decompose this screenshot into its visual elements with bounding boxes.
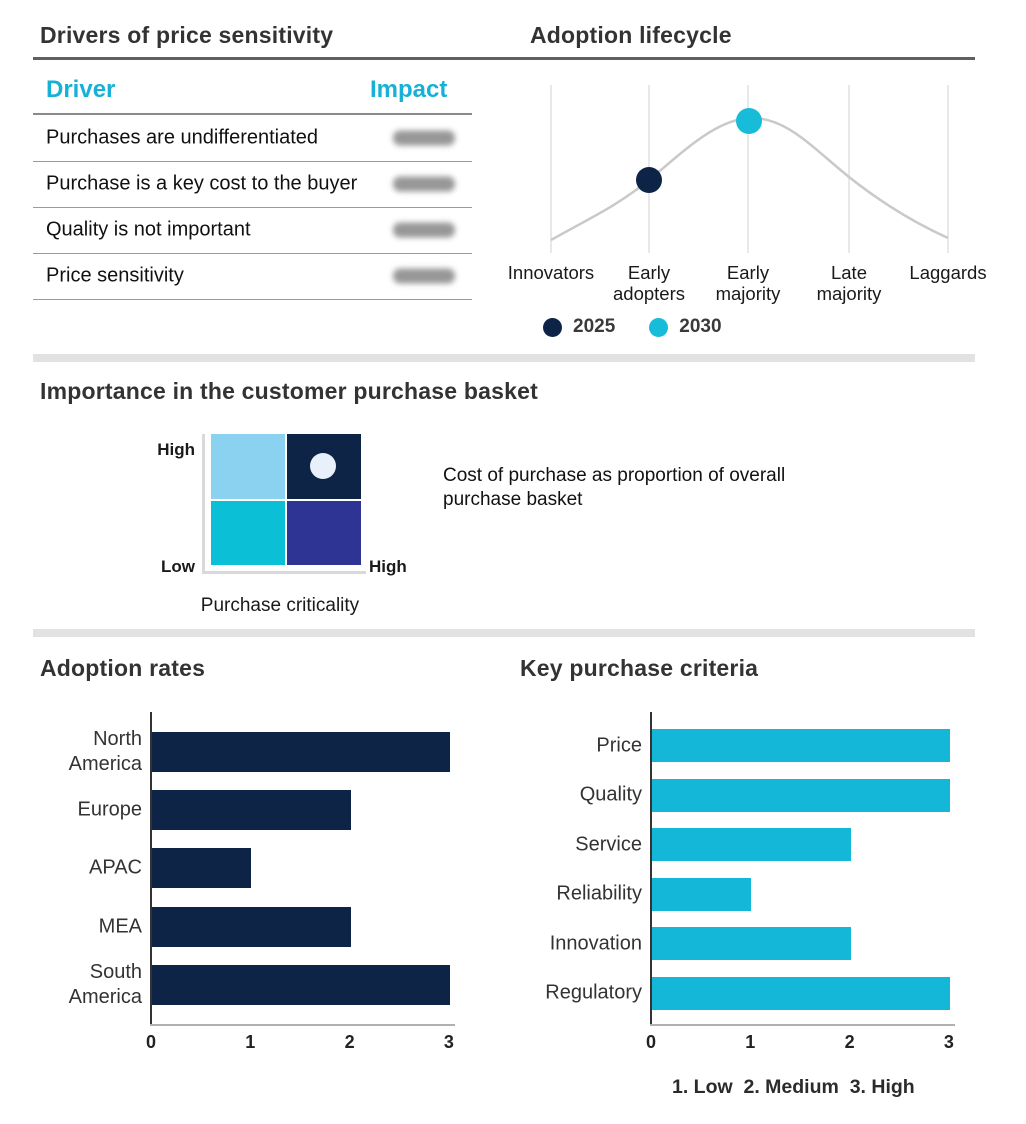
legend-dot-2030 [649, 318, 668, 337]
x-tick: 3 [443, 1032, 454, 1052]
category-label: Reliability [556, 882, 642, 905]
point-2025 [636, 167, 662, 193]
matrix-y-axis [202, 434, 205, 574]
basket-annotation: Cost of purchase as proportion of overall purchase basket [443, 465, 786, 510]
x-tick: 1 [245, 1032, 256, 1052]
table-row [33, 161, 472, 208]
bar-regulatory [652, 977, 950, 1010]
driver-cell: Price sensitivity [46, 264, 184, 287]
bar-reliability [652, 878, 751, 911]
table-row [33, 253, 472, 300]
point-2030 [736, 108, 762, 134]
legend-item-2025 [543, 316, 615, 338]
legend-label: 2030 [679, 316, 722, 337]
adoption-rates-labels [30, 712, 142, 1026]
bell-curve [551, 118, 948, 240]
lifecycle-legend [543, 316, 722, 338]
bar-mea [152, 907, 351, 947]
section-divider [33, 629, 975, 637]
lifecycle-category-label: Laggards [909, 262, 987, 283]
x-tick: 0 [645, 1032, 657, 1052]
matrix-label-high-x: High [369, 557, 407, 576]
bar-europe [152, 790, 351, 830]
category-label: Innovation [549, 932, 642, 954]
adoption-rates-bars [152, 712, 452, 1026]
category-label: Service [575, 833, 642, 855]
quadrant-bottom-left [211, 501, 285, 566]
legend-dot-2025 [543, 318, 562, 337]
table-header-driver: Driver [46, 76, 116, 103]
bar-price [652, 729, 950, 762]
lifecycle-category-label: Innovators [507, 262, 595, 283]
category-label: North America [68, 728, 142, 775]
category-label: Europe [77, 798, 142, 821]
category-label: Regulatory [545, 981, 642, 1004]
category-label: Quality [579, 783, 642, 806]
bar-service [652, 828, 851, 861]
category-label: APAC [89, 856, 142, 879]
matrix-label-low: Low [161, 557, 195, 576]
x-tick: 0 [145, 1032, 157, 1052]
category-label: South America [68, 960, 142, 1008]
adoption-rates-ticks [145, 1032, 456, 1054]
adoption-lifecycle-chart [505, 80, 1005, 258]
category-label: Price [596, 734, 642, 756]
category-label: MEA [98, 915, 142, 938]
impact-value-redacted [393, 223, 455, 238]
section-divider [33, 354, 975, 362]
matrix-x-axis [202, 571, 366, 574]
x-tick: 3 [943, 1032, 954, 1052]
bar-innovation [652, 927, 851, 960]
key-criteria-title: Key purchase criteria [520, 655, 759, 681]
driver-cell: Purchases are undifferentiated [46, 126, 319, 149]
x-tick: 1 [745, 1032, 756, 1052]
scale-note: 1. Low 2. Medium 3. High [672, 1076, 915, 1098]
impact-value-redacted [393, 177, 455, 192]
key-criteria-labels [482, 712, 642, 1026]
adoption-rates-title: Adoption rates [40, 655, 206, 681]
table-row [33, 115, 472, 162]
impact-value-redacted [393, 131, 455, 146]
bar-south-america [152, 965, 450, 1005]
x-tick: 2 [844, 1032, 855, 1052]
lifecycle-title: Adoption lifecycle [530, 22, 732, 48]
purchase-basket-matrix [211, 434, 361, 565]
bar-apac [152, 848, 251, 888]
top-title-rule [33, 57, 975, 60]
quadrant-top-left [211, 434, 285, 499]
legend-item-2030 [649, 316, 721, 338]
drivers-title: Drivers of price sensitivity [40, 22, 334, 48]
lifecycle-category-label: Early majority [715, 262, 781, 304]
driver-cell: Quality is not important [46, 218, 251, 241]
bar-north-america [152, 732, 450, 772]
table-row [33, 207, 472, 254]
key-criteria-ticks [645, 1032, 956, 1054]
key-criteria-bars [652, 712, 952, 1026]
impact-value-redacted [393, 269, 455, 284]
quadrant-bottom-right [287, 501, 361, 566]
x-tick: 2 [344, 1032, 355, 1052]
lifecycle-category-label: Late majority [816, 262, 882, 304]
legend-label: 2025 [573, 316, 616, 337]
table-header-impact: Impact [370, 76, 448, 103]
basket-title: Importance in the customer purchase basket [40, 378, 538, 404]
matrix-x-axis-label: Purchase criticality [200, 595, 360, 616]
driver-cell: Purchase is a key cost to the buyer [46, 172, 358, 195]
lifecycle-category-label: Early adopters [613, 262, 685, 304]
bar-quality [652, 779, 950, 812]
matrix-label-high-y: High [157, 440, 195, 459]
matrix-marker [310, 453, 336, 479]
